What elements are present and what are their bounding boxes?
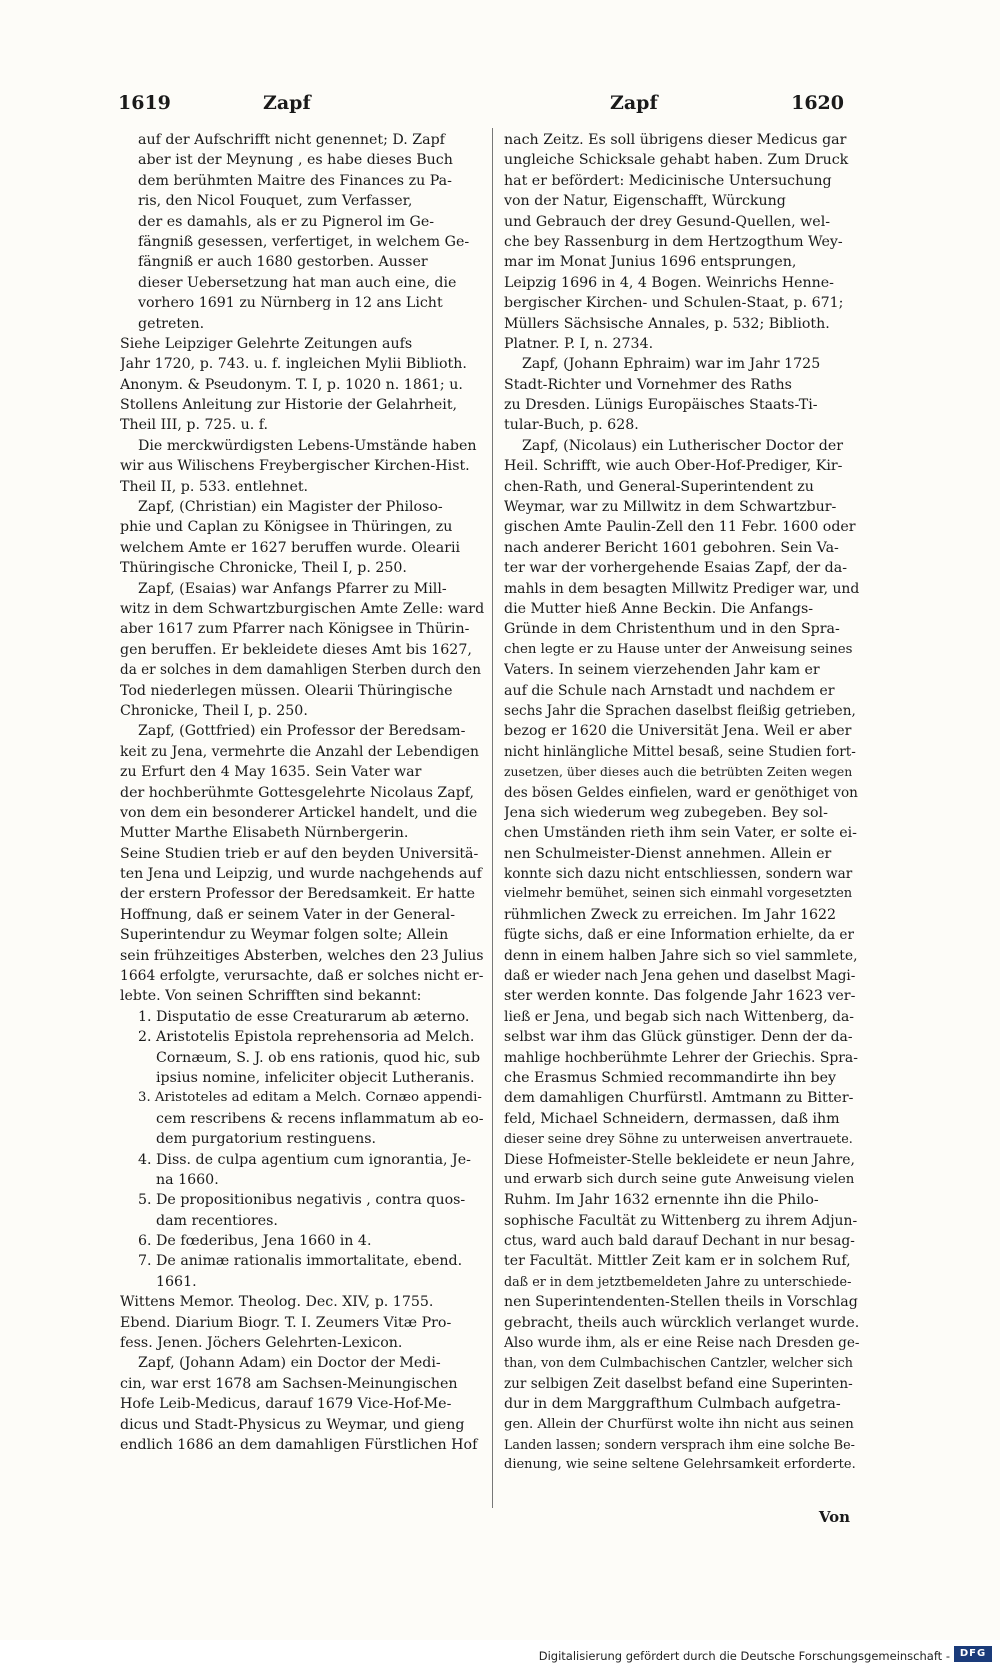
text-line: dienung, wie seine seltene Gelehrsamkeit erforderte.	[504, 1457, 856, 1473]
text-line: Jahr 1720, p. 743. u. f. ingleichen Mylii Biblioth.	[120, 356, 467, 373]
right-column	[504, 130, 859, 1476]
text-line: Ruhm. Im Jahr 1632 ernennte ihn die Philo-	[504, 1192, 819, 1209]
text-line: daß er in dem jetztbemeldeten Jahre zu unterschiede-	[504, 1273, 852, 1289]
text-line: welchem Amte er 1627 beruffen wurde. Olearii	[120, 539, 461, 556]
text-line: Hofe Leib-Medicus, darauf 1679 Vice-Hof-Me-	[120, 1396, 452, 1413]
text-line: von dem ein besonderer Artickel handelt, und die	[120, 804, 478, 821]
text-line: endlich 1686 an dem damahligen Fürstlichen Hof	[120, 1437, 478, 1453]
text-line: chen-Rath, und General-Superintendent zu	[504, 478, 814, 495]
text-line: Zapf, (Christian) ein Magister der Philoso-	[138, 499, 443, 516]
text-line: dem damahligen Churfürstl. Amtmann zu Bitter-	[504, 1090, 854, 1107]
text-line: zur selbigen Zeit daselbst befand eine Superinten-	[504, 1375, 853, 1392]
text-line: Hoffnung, daß er seinem Vater in der General-	[120, 906, 456, 923]
text-line: ter war der vorhergehende Esaias Zapf, der da-	[504, 560, 847, 577]
text-line: Siehe Leipziger Gelehrte Zeitungen aufs	[120, 335, 413, 352]
text-line: keit zu Jena, vermehrte die Anzahl der Lebendigen	[120, 743, 479, 760]
text-line: der hochberühmte Gottesgelehrte Nicolaus Zapf,	[120, 784, 475, 801]
text-line: Diese Hofmeister-Stelle bekleidete er neun Jahre,	[504, 1151, 855, 1168]
text-line: Theil III, p. 725. u. f.	[120, 417, 269, 434]
text-line: mahlige hochberühmte Lehrer der Griechis. Spra-	[504, 1049, 858, 1066]
text-line: 3. Aristoteles ad editam a Melch. Cornæo appendi-	[138, 1090, 482, 1106]
text-line: und erwarb sich durch seine gute Anweisung vielen	[504, 1171, 855, 1187]
text-line: der es damahls, als er zu Pignerol im Ge-	[138, 213, 435, 230]
text-line: hat er befördert: Medicinische Untersuchung	[504, 172, 832, 189]
text-line: auf die Schule nach Arnstadt und nachdem er	[504, 682, 835, 699]
page-header	[118, 92, 844, 122]
text-line: rühmlichen Zweck zu erreichen. Im Jahr 1622	[504, 906, 837, 923]
text-line: ipsius nomine, infeliciter objecit Lutheranis.	[156, 1069, 475, 1086]
text-line: daß er wieder nach Jena gehen und daselbst Magi-	[504, 968, 856, 985]
text-line: Die merckwürdigsten Lebens-Umstände haben	[138, 437, 477, 454]
text-line: Zapf, (Johann Adam) ein Doctor der Medi-	[138, 1355, 441, 1372]
text-line: fess. Jenen. Jöchers Gelehrten-Lexicon.	[120, 1335, 403, 1352]
text-line: 1661.	[156, 1273, 197, 1290]
text-line: feld, Michael Schneidern, dermassen, daß ihm	[504, 1110, 840, 1127]
text-line: zu Dresden. Lünigs Europäisches Staats-Ti-	[504, 397, 818, 414]
text-line: chen legte er zu Hause unter der Anweisung seines	[504, 641, 853, 657]
footer-credit: Digitalisierung gefördert durch die Deutsche Forschungsgemeinschaft -	[538, 1649, 950, 1663]
text-line: Zapf, (Johann Ephraim) war im Jahr 1725	[522, 356, 821, 373]
text-line: dem purgatorium restinguens.	[156, 1131, 377, 1148]
text-line: 5. De propositionibus negativis , contra quos-	[138, 1192, 466, 1209]
text-line: denn in einem halben Jahre sich so viel sammlete,	[504, 947, 858, 964]
text-line: aber ist der Meynung , es habe dieses Buch	[138, 152, 453, 169]
text-line: sechs Jahr die Sprachen daselbst fleißig getrieben,	[504, 702, 856, 719]
text-line: sophische Facultät zu Wittenberg zu ihrem Adjun-	[504, 1212, 858, 1229]
dfg-logo-icon: DFG	[954, 1646, 992, 1662]
text-line: die Mutter hieß Anne Beckin. Die Anfangs-	[504, 600, 814, 617]
text-line: Anonym. & Pseudonym. T. I, p. 1020 n. 1861; u.	[120, 376, 463, 393]
text-line: Platner. P. I, n. 2734.	[504, 335, 654, 352]
text-line: ließ er Jena, und begab sich nach Wittenberg, da-	[504, 1008, 854, 1025]
text-line: chen Umständen rieth ihm sein Vater, er solte ei-	[504, 825, 857, 842]
text-line: fängniß gesessen, verfertiget, in welchem Ge-	[138, 233, 470, 250]
text-line: fängniß er auch 1680 gestorben. Ausser	[138, 254, 428, 271]
running-head-left: Zapf	[263, 92, 311, 114]
text-line: 6. De fœderibus, Jena 1660 in 4.	[138, 1233, 372, 1250]
text-line: gen. Allein der Churfürst wolte ihn nicht aus seinen	[504, 1416, 854, 1432]
text-line: dicus und Stadt-Physicus zu Weymar, und gieng	[120, 1416, 465, 1433]
text-line: ten Jena und Leipzig, und wurde nachgehends auf	[120, 866, 482, 883]
text-line: nen Superintendenten-Stellen theils in Vorschlag	[504, 1294, 858, 1311]
catchword: Von	[818, 1508, 850, 1526]
text-line: zusetzen, über dieses auch die betrübten Zeiten wegen	[504, 764, 853, 780]
text-line: auf der Aufschrifft nicht genennet; D. Zapf	[138, 132, 445, 148]
page-number-left: 1619	[118, 92, 171, 114]
text-line: na 1660.	[156, 1171, 219, 1188]
text-line: Zapf, (Esaias) war Anfangs Pfarrer zu Mill-	[138, 580, 447, 597]
text-line: vorhero 1691 zu Nürnberg in 12 ans Licht	[138, 295, 443, 312]
text-line: gischen Amte Paulin-Zell den 11 Febr. 1600 oder	[504, 519, 856, 536]
text-line: than, von dem Culmbachischen Cantzler, welcher sich	[504, 1355, 853, 1371]
text-line: gen beruffen. Er bekleidete dieses Amt bis 1627,	[120, 641, 472, 658]
text-line: ctus, ward auch bald darauf Dechant in nur besag-	[504, 1233, 855, 1250]
text-line: sein frühzeitiges Absterben, welches den 23 Julius	[120, 947, 484, 964]
text-line: und Gebrauch der drey Gesund-Quellen, wel-	[504, 213, 831, 230]
text-line: von der Natur, Eigenschafft, Würckung	[504, 193, 786, 210]
text-line: nicht hinlängliche Mittel besaß, seine Studien fort-	[504, 743, 856, 760]
text-line: Theil II, p. 533. entlehnet.	[120, 478, 309, 495]
text-line: dieser seine drey Söhne zu unterweisen anvertrauete.	[504, 1131, 853, 1147]
text-line: witz in dem Schwartzburgischen Amte Zelle: ward	[120, 600, 484, 617]
text-line: che Erasmus Schmied recommandirte ihn bey	[504, 1069, 837, 1086]
text-line: Landen lassen; sondern versprach ihm eine solche Be-	[504, 1437, 855, 1452]
text-line: cem rescribens & recens inflammatum ab eo-	[156, 1110, 484, 1127]
text-line: Tod niederlegen müssen. Olearii Thüringische	[120, 682, 453, 699]
text-line: dem berühmten Maitre des Finances zu Pa-	[138, 172, 452, 189]
text-line: dieser Uebersetzung hat man auch eine, die	[138, 274, 457, 291]
text-line: 7. De animæ rationalis immortalitate, ebend.	[138, 1253, 463, 1270]
text-line: mahls in dem besagten Millwitz Prediger war, und	[504, 580, 859, 597]
column-divider	[492, 128, 493, 1508]
text-line: 2. Aristotelis Epistola reprehensoria ad Melch.	[138, 1029, 475, 1046]
text-line: Stadt-Richter und Vornehmer des Raths	[504, 376, 792, 393]
text-line: der erstern Professor der Beredsamkeit. Er hatte	[120, 886, 476, 903]
text-line: 4. Diss. de culpa agentium cum ignorantia, Je-	[138, 1151, 471, 1168]
text-line: nen Schulmeister-Dienst annehmen. Allein er	[504, 845, 832, 862]
text-line: vielmehr bemühet, seinen sich einmahl vorgesetzten	[504, 886, 853, 902]
text-line: 1. Disputatio de esse Creaturarum ab æterno.	[138, 1008, 470, 1025]
text-line: aber 1617 zum Pfarrer nach Königsee in Thürin-	[120, 621, 470, 638]
text-line: Jena sich wiederum weg zubegeben. Bey sol-	[504, 804, 828, 821]
text-line: getreten.	[138, 315, 205, 332]
text-line: Chronicke, Theil I, p. 250.	[120, 702, 308, 719]
text-line: bergischer Kirchen- und Schulen-Staat, p. 671;	[504, 295, 844, 312]
text-line: mar im Monat Junius 1696 entsprungen,	[504, 254, 797, 271]
text-line: gebracht, theils auch würcklich verlanget wurde.	[504, 1314, 859, 1331]
text-line: zu Erfurt den 4 May 1635. Sein Vater war	[120, 764, 422, 781]
text-line: Leipzig 1696 in 4, 4 Bogen. Weinrichs Henne-	[504, 274, 834, 291]
text-line: lebte. Von seinen Schrifften sind bekannt:	[120, 988, 422, 1005]
text-line: cin, war erst 1678 am Sachsen-Meinungischen	[120, 1375, 458, 1392]
text-line: Also wurde ihm, als er eine Reise nach Dresden ge-	[504, 1335, 859, 1352]
text-line: des bösen Geldes einfielen, ward er genöthiget von	[504, 784, 858, 801]
text-line: che bey Rassenburg in dem Hertzogthum Wey-	[504, 233, 843, 250]
text-line: Heil. Schrifft, wie auch Ober-Hof-Prediger, Kir-	[504, 458, 843, 475]
text-line: wir aus Wilischens Freybergischer Kirchen-Hist.	[120, 458, 470, 475]
text-line: fügte sichs, daß er eine Information erhielte, da er	[504, 927, 854, 944]
text-line: Wittens Memor. Theolog. Dec. XIV, p. 1755.	[120, 1294, 434, 1311]
text-line: nach anderer Bericht 1601 gebohren. Sein Va-	[504, 539, 839, 556]
text-line: Weymar, war zu Millwitz in dem Schwartzbur-	[504, 499, 837, 516]
digitization-footer	[0, 1640, 1000, 1668]
text-line: dam recentiores.	[156, 1212, 278, 1229]
text-line: Gründe in dem Christenthum und in den Spra-	[504, 621, 840, 638]
left-column	[120, 130, 484, 1455]
text-line: Zapf, (Gottfried) ein Professor der Beredsam-	[138, 723, 466, 740]
text-line: Seine Studien trieb er auf den beyden Universitä-	[120, 845, 479, 862]
text-line: selbst war ihm das Glück günstiger. Denn der da-	[504, 1029, 853, 1046]
text-line: ster werden konnte. Das folgende Jahr 1623 ver-	[504, 988, 856, 1005]
text-line: Thüringische Chronicke, Theil I, p. 250.	[120, 560, 407, 577]
text-line: Müllers Sächsische Annales, p. 532; Biblioth.	[504, 315, 830, 332]
text-line: tular-Buch, p. 628.	[504, 417, 639, 434]
text-line: ter Facultät. Mittler Zeit kam er in solchem Ruf,	[504, 1253, 851, 1270]
text-line: nach Zeitz. Es soll übrigens dieser Medicus gar	[504, 132, 847, 148]
text-line: dur in dem Marggrafthum Culmbach aufgetra-	[504, 1396, 841, 1413]
text-line: Zapf, (Nicolaus) ein Lutherischer Doctor der	[522, 437, 843, 454]
page-number-right: 1620	[791, 92, 844, 114]
text-line: phie und Caplan zu Königsee in Thüringen, zu	[120, 519, 453, 536]
text-line: da er solches in dem damahligen Sterben durch den	[120, 662, 481, 679]
text-line: ungleiche Schicksale gehabt haben. Zum Druck	[504, 152, 849, 169]
running-head-right: Zapf	[610, 92, 658, 114]
text-line: Mutter Marthe Elisabeth Nürnbergerin.	[120, 825, 409, 842]
text-line: 1664 erfolgte, verursachte, daß er solches nicht er-	[120, 968, 484, 985]
text-line: Cornæum, S. J. ob ens rationis, quod hic, sub	[156, 1049, 481, 1066]
text-line: Superintendur zu Weymar folgen solte; Allein	[120, 927, 449, 944]
text-line: bezog er 1620 die Universität Jena. Weil er aber	[504, 723, 852, 740]
text-line: Stollens Anleitung zur Historie der Gelahrheit,	[120, 397, 458, 414]
text-line: ris, den Nicol Fouquet, zum Verfasser,	[138, 193, 413, 210]
text-line: Ebend. Diarium Biogr. T. I. Zeumers Vitæ Pro-	[120, 1314, 452, 1331]
text-line: konnte sich dazu nicht entschliessen, sondern war	[504, 866, 853, 883]
text-line: Vaters. In seinem vierzehenden Jahr kam er	[504, 662, 820, 679]
